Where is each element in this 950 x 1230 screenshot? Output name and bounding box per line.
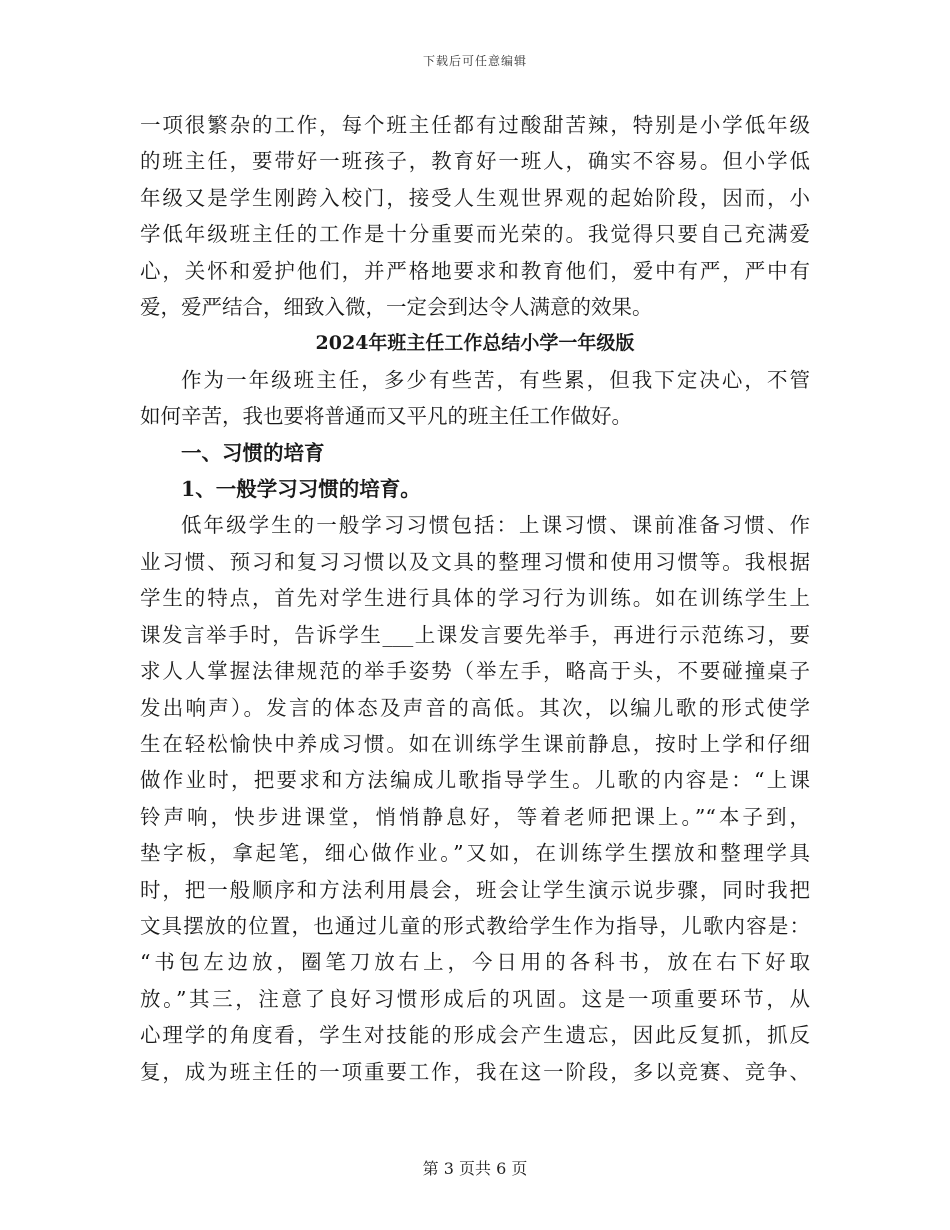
text-line: 业习惯、预习和复习习惯以及文具的整理习惯和使用习惯等。我根据 <box>140 549 810 574</box>
document-title: 2024年班主任工作总结小学一年级版 <box>315 332 635 355</box>
text-line: 学生的特点，首先对学生进行具体的学习行为训练。如在训练学生上 <box>140 586 810 611</box>
text-line: 一项很繁杂的工作，每个班主任都有过酸甜苦辣，特别是小学低年级 <box>140 113 810 137</box>
section-heading: 一、习惯的培育 <box>181 440 325 465</box>
text-line: 做作业时，把要求和方法编成儿歌指导学生。儿歌的内容是：“上课 <box>140 768 810 793</box>
text-line: 年级又是学生刚跨入校门，接受人生观世界观的起始阶段，因而，小 <box>140 185 810 210</box>
text-line: 心理学的角度看，学生对技能的形成会产生遗忘，因此反复抓，抓反 <box>140 1023 810 1048</box>
paragraph-intro <box>140 107 810 325</box>
text-line: 课发言举手时，告诉学生___上课发言要先举手，再进行示范练习，要 <box>140 622 810 647</box>
text-line: 心，关怀和爱护他们，并严格地要求和教育他们，爱中有严，严中有 <box>140 258 810 283</box>
paragraph-habits <box>140 507 810 1090</box>
page-footer: 第 3 页共 6 页 <box>422 1159 528 1178</box>
text-line: 低年级学生的一般学习习惯包括：上课习惯、课前准备习惯、作 <box>181 513 810 538</box>
text-line: 的班主任，要带好一班孩子，教育好一班人，确实不容易。但小学低 <box>140 149 810 174</box>
text-line: 时，把一般顺序和方法利用晨会，班会让学生演示说步骤，同时我把 <box>140 877 810 902</box>
subsection-heading: 1、一般学习习惯的培育。 <box>181 477 421 502</box>
text-line: 学低年级班主任的工作是十分重要而光荣的。我觉得只要自己充满爱 <box>140 222 810 247</box>
text-line: 爱，爱严结合，细致入微，一定会到达令人满意的效果。 <box>140 295 653 320</box>
text-line: 如何辛苦，我也要将普通而又平凡的班主任工作做好。 <box>140 404 632 429</box>
text-line: 放。”其三，注意了良好习惯形成后的巩固。这是一项重要环节，从 <box>140 986 810 1011</box>
text-line: 复，成为班主任的一项重要工作，我在这一阶段，多以竞赛、竞争、 <box>140 1059 810 1084</box>
text-line: 发出响声）。发言的体态及声音的高低。其次，以编儿歌的形式使学 <box>140 695 810 720</box>
page-header: 下载后可任意编辑 <box>422 54 527 68</box>
text-line: 求人人掌握法律规范的举手姿势（举左手，略高于头，不要碰撞桌子 <box>140 659 810 684</box>
text-line: 垫字板，拿起笔，细心做作业。”又如，在训练学生摆放和整理学具 <box>140 841 810 866</box>
paragraph-opening <box>140 362 810 435</box>
text-line: 文具摆放的位置，也通过儿童的形式教给学生作为指导，儿歌内容是： <box>140 913 810 938</box>
text-line: 铃声响，快步进课堂，悄悄静息好，等着老师把课上。”“本子到， <box>140 804 810 829</box>
text-line: “书包左边放，圈笔刀放右上，今日用的各科书，放在右下好取 <box>140 950 810 975</box>
text-line: 作为一年级班主任，多少有些苦，有些累，但我下定决心，不管 <box>181 367 810 392</box>
document-body <box>140 107 810 1090</box>
text-line: 生在轻松愉快中养成习惯。如在训练学生课前静息，按时上学和仔细 <box>140 731 810 756</box>
